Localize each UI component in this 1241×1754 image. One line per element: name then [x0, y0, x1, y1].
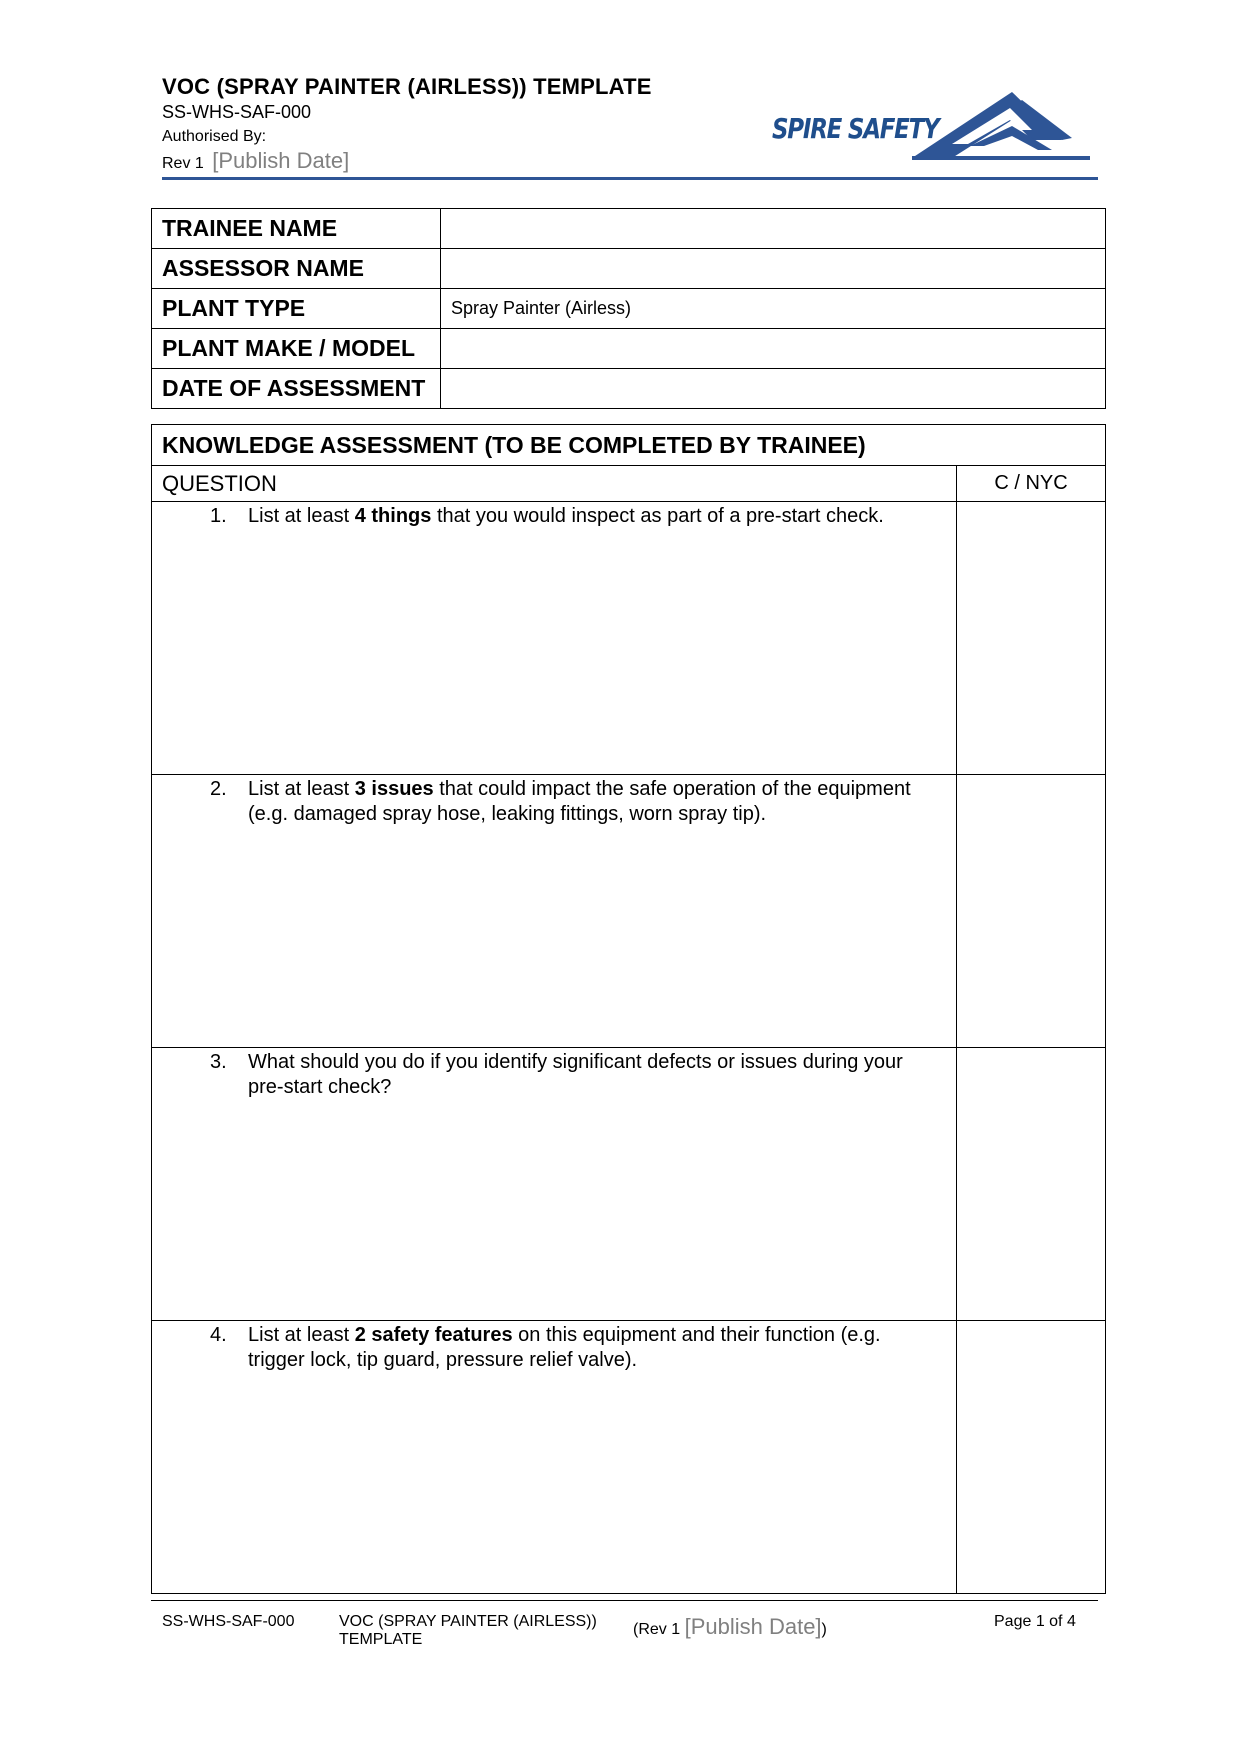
question-column-header: QUESTION: [152, 466, 957, 502]
question-1-cell[interactable]: [152, 502, 957, 775]
plant-type-label: PLANT TYPE: [152, 289, 441, 329]
revision-line: [162, 148, 349, 174]
question-4-result-cell[interactable]: [957, 1321, 1106, 1594]
question-3-result-cell[interactable]: [957, 1048, 1106, 1321]
mountain-logo-icon: [912, 90, 1090, 166]
revision-number: Rev 1: [162, 155, 204, 172]
publish-date-placeholder: [Publish Date]: [212, 148, 350, 173]
question-text: List at least 3 issues that could impact the safe operation of the equipment (e.g. damaged spray hose, leaking fittings, worn spray tip).: [248, 778, 911, 825]
table-row: [152, 249, 1106, 289]
logo-wordmark: SPIRE SAFETY: [772, 112, 939, 145]
spire-safety-logo: [772, 90, 1090, 166]
table-row: [152, 1048, 1106, 1321]
question-text: List at least 4 things that you would inspect as part of a pre-start check.: [248, 505, 884, 527]
list-item: [162, 1323, 946, 1373]
table-row: [152, 775, 1106, 1048]
date-of-assessment-field[interactable]: [441, 369, 1106, 409]
footer-publish-date-placeholder: [Publish Date]: [684, 1614, 822, 1639]
page-number: Page 1 of 4: [994, 1613, 1076, 1630]
plant-make-model-label: PLANT MAKE / MODEL: [152, 329, 441, 369]
question-number: 4.: [210, 1324, 227, 1346]
question-1-result-cell[interactable]: [957, 502, 1106, 775]
table-row: [152, 502, 1106, 775]
authorised-by-label: Authorised By:: [162, 128, 267, 145]
plant-type-field[interactable]: Spray Painter (Airless): [441, 289, 1106, 329]
question-text: List at least 2 safety features on this equipment and their function (e.g. trigger lock, tip guard, pressure relief valve).: [248, 1324, 881, 1371]
question-text: What should you do if you identify significant defects or issues during your pre-start check?: [248, 1051, 903, 1098]
question-number: 3.: [210, 1051, 227, 1073]
header-divider: [162, 177, 1098, 180]
plant-make-model-field[interactable]: [441, 329, 1106, 369]
footer-document-code: SS-WHS-SAF-000: [162, 1613, 295, 1630]
question-2-cell[interactable]: [152, 775, 957, 1048]
table-row: [152, 1321, 1106, 1594]
date-of-assessment-label: DATE OF ASSESSMENT: [152, 369, 441, 409]
question-3-cell[interactable]: [152, 1048, 957, 1321]
question-2-result-cell[interactable]: [957, 775, 1106, 1048]
trainee-name-label: TRAINEE NAME: [152, 209, 441, 249]
table-row: [152, 209, 1106, 249]
footer-revision: (Rev 1 [Publish Date]): [633, 1614, 827, 1639]
list-item: [162, 504, 946, 529]
list-item: [162, 777, 946, 827]
document-title: VOC (SPRAY PAINTER (AIRLESS)) TEMPLATE: [162, 74, 652, 99]
table-row: [152, 466, 1106, 502]
result-column-header: C / NYC: [957, 466, 1106, 502]
assessment-details-table: [151, 208, 1106, 409]
footer-divider: [151, 1600, 1098, 1601]
trainee-name-field[interactable]: [441, 209, 1106, 249]
assessor-name-field[interactable]: [441, 249, 1106, 289]
footer-document-title: VOC (SPRAY PAINTER (AIRLESS)) TEMPLATE: [339, 1613, 597, 1648]
question-number: 1.: [210, 505, 227, 527]
table-row: [152, 329, 1106, 369]
knowledge-assessment-heading: KNOWLEDGE ASSESSMENT (TO BE COMPLETED BY TRAINEE): [152, 425, 1106, 466]
document-code: SS-WHS-SAF-000: [162, 102, 312, 122]
table-row: [152, 289, 1106, 329]
question-number: 2.: [210, 778, 227, 800]
table-row: [152, 369, 1106, 409]
assessor-name-label: ASSESSOR NAME: [152, 249, 441, 289]
list-item: [162, 1050, 946, 1100]
table-row: [152, 425, 1106, 466]
knowledge-assessment-table: [151, 424, 1106, 1594]
question-4-cell[interactable]: [152, 1321, 957, 1594]
